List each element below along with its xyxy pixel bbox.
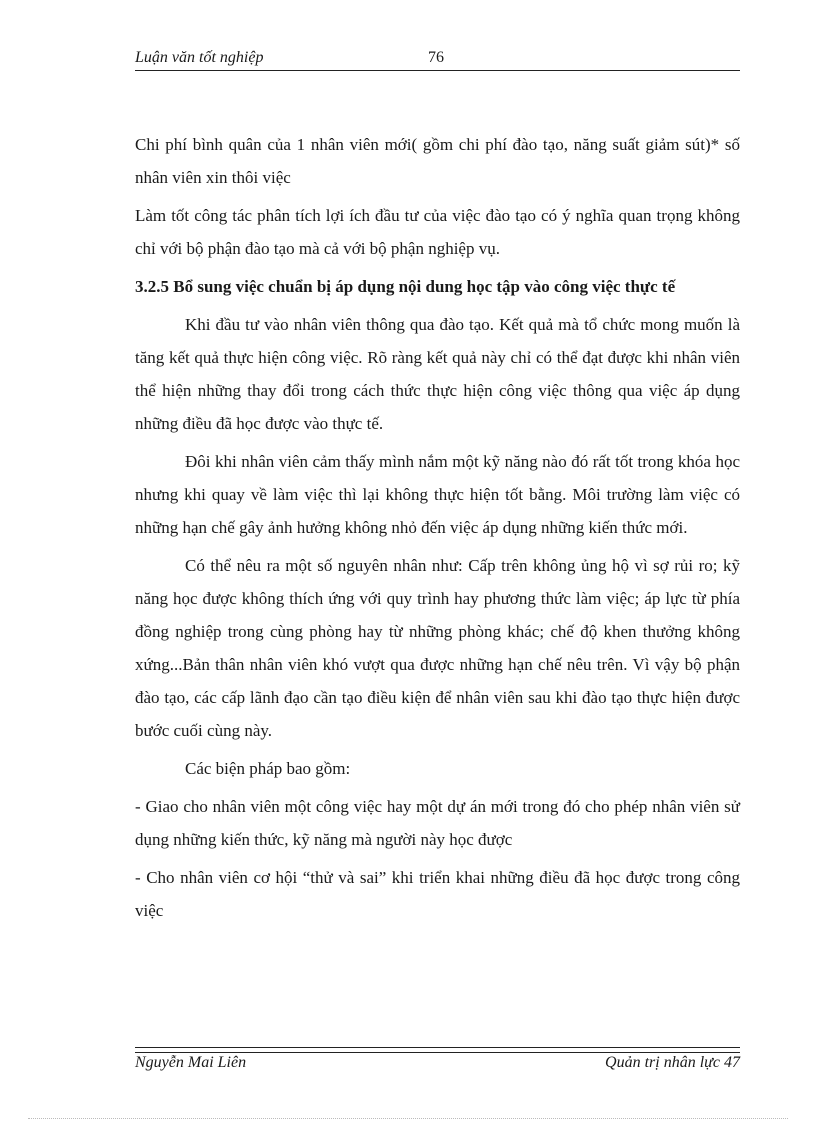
paragraph-investment-analysis: Làm tốt công tác phân tích lợi ích đầu tư của việc đào tạo có ý nghĩa quan trọng không chỉ với bộ phận đào tạo mà cả với bộ phận nghiệp vụ. — [135, 206, 740, 258]
list-item: - Cho nhân viên cơ hội “thử và sai” khi triển khai những điều đã học được trong công việc — [135, 868, 740, 920]
page-header — [135, 48, 740, 71]
paragraph-work-environment: Đôi khi nhân viên cảm thấy mình nắm một kỹ năng nào đó rất tốt trong khóa học nhưng khi quay về làm việc thì lại không thực hiện tốt bằng. Môi trường làm việc có những hạn chế gây ảnh hưởng không nhỏ đến việc áp dụng những kiến thức mới. — [135, 452, 740, 537]
section-heading: 3.2.5 Bổ sung việc chuẩn bị áp dụng nội dung học tập vào công việc thực tế — [135, 277, 676, 296]
page-edge-divider — [28, 1118, 788, 1119]
footer-department: Quản trị nhân lực 47 — [605, 1054, 740, 1071]
paragraph-measures-intro: Các biện pháp bao gồm: — [185, 759, 351, 778]
footer-divider — [135, 1047, 740, 1053]
header-title: Luận văn tốt nghiệp — [135, 49, 264, 66]
page-number: 76 — [428, 49, 444, 66]
page-footer — [135, 1054, 740, 1078]
paragraph-investment: Khi đầu tư vào nhân viên thông qua đào tạo. Kết quả mà tổ chức mong muốn là tăng kết quả thực hiện công việc. Rõ ràng kết quả này chỉ có thể đạt được khi nhân viên thể hiện những thay đổi trong cách thức thực hiện công việc thông qua việc áp dụng những điều đã học được vào thực tế. — [135, 315, 740, 433]
list-item: - Giao cho nhân viên một công việc hay một dự án mới trong đó cho phép nhân viên sử dụng những kiến thức, kỹ năng mà người này học được — [135, 797, 740, 849]
paragraph-cost-formula: Chi phí bình quân của 1 nhân viên mới( gồm chi phí đào tạo, năng suất giảm sút)* số nhân viên xin thôi việc — [135, 135, 740, 187]
footer-author: Nguyễn Mai Liên — [135, 1054, 247, 1071]
paragraph-causes: Có thể nêu ra một số nguyên nhân như: Cấp trên không ủng hộ vì sợ rủi ro; kỹ năng học được không thích ứng với quy trình hay phương thức làm việc; áp lực từ phía đồng nghiệp trong cùng phòng hay từ những phòng khác; chế độ khen thưởng không xứng...Bản thân nhân viên khó vượt qua được những hạn chế nêu trên. Vì vậy bộ phận đào tạo, các cấp lãnh đạo cần tạo điều kiện để nhân viên sau khi đào tạo thực hiện được bước cuối cùng này. — [135, 556, 740, 740]
document-body — [135, 128, 740, 932]
